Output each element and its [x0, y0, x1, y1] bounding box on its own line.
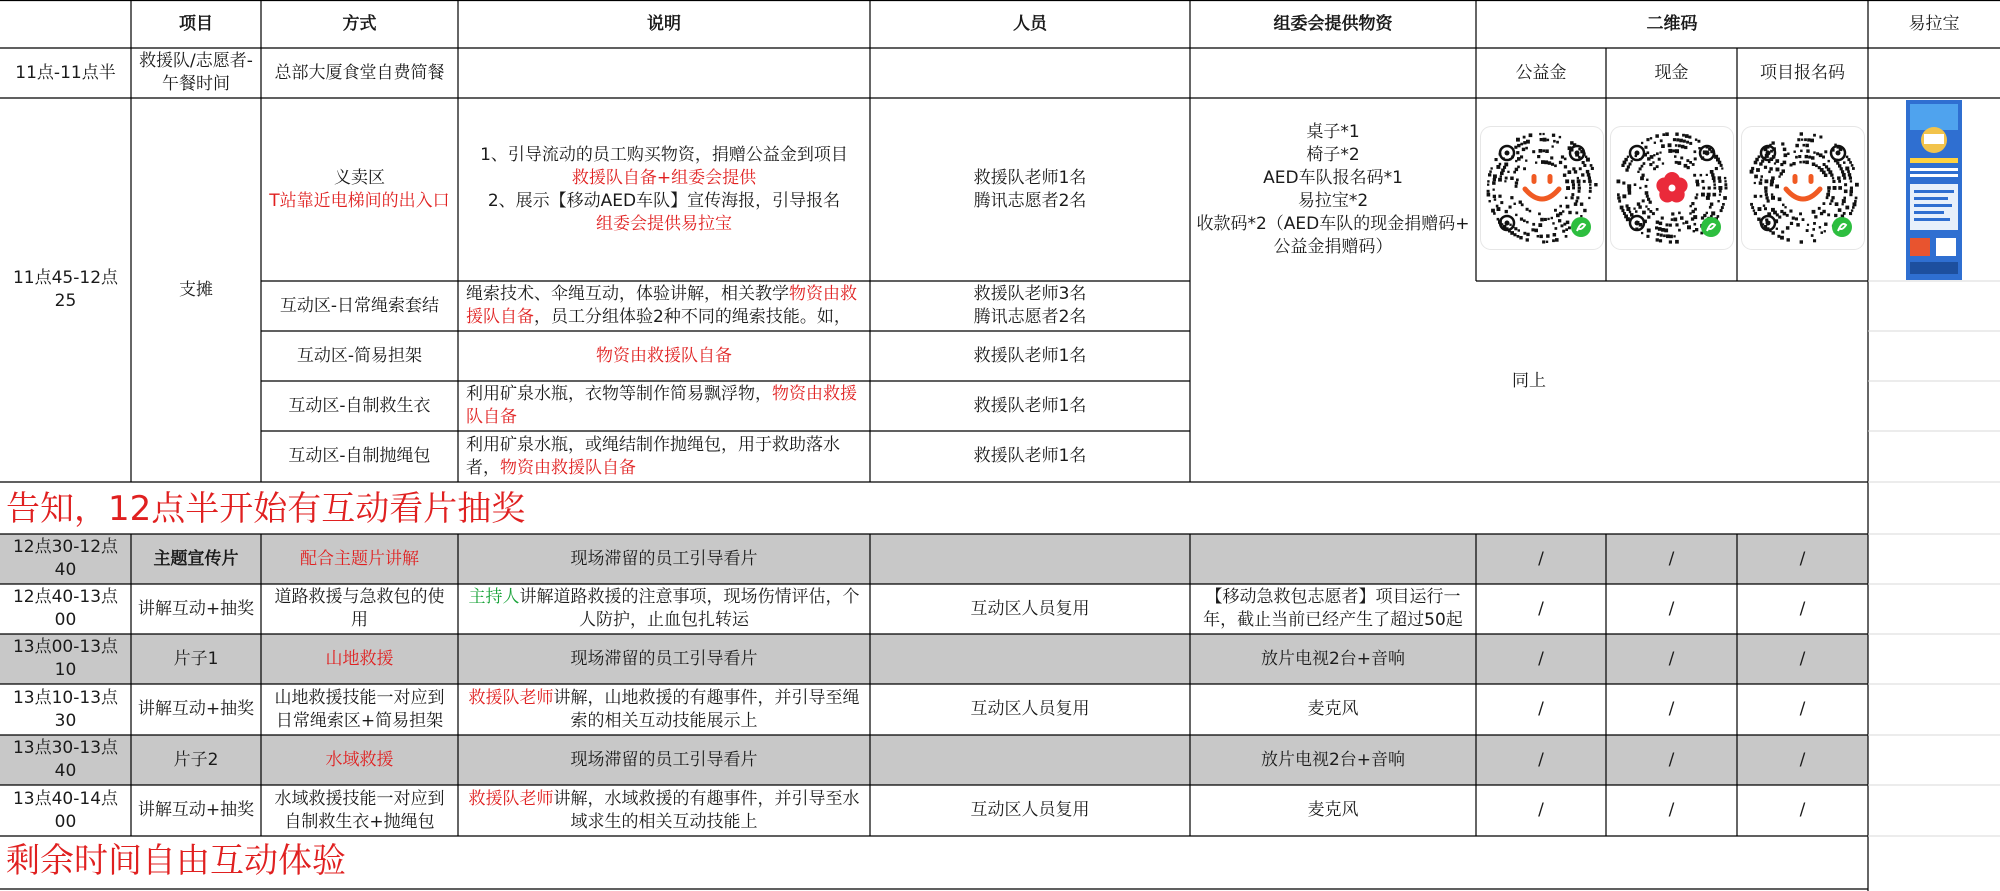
qr-subheader-cash: 现金: [1654, 62, 1689, 83]
film-main-time: 12点30-12点40: [12, 537, 119, 580]
water-method: 水域救援技能一对应到 自制救生衣+抛绳包: [274, 788, 445, 832]
stretcher-description: 物资由救援队自备: [596, 345, 732, 366]
lifevest-method: 互动区-自制救生衣: [288, 395, 431, 416]
slash-cell: /: [1668, 598, 1675, 619]
stretcher-staff: 救援队老师1名: [973, 345, 1087, 366]
slash-cell: /: [1799, 548, 1806, 569]
slash-cell: /: [1538, 548, 1544, 569]
notice-banner: 告知，12点半开始有互动看片抽奖: [6, 489, 526, 529]
same-as-above: 同上: [1512, 371, 1546, 391]
header-project: 项目: [179, 13, 213, 34]
film-main-project: 主题宣传片: [153, 548, 239, 569]
sale-description: 1、引导流动的员工购买物资，捐赠公益金到项目 救援队自备+组委会提供 2、展示【移动AED车队】宣传海报，引导报名 组委会提供易拉宝: [480, 144, 848, 234]
throwbag-staff: 救援队老师1名: [973, 446, 1087, 466]
slash-cell: /: [1799, 648, 1806, 669]
water-staff: 互动区人员复用: [970, 800, 1090, 820]
road-method: 道路救援与急救包的使 用: [274, 587, 445, 630]
rope-staff: 救援队老师3名 腾讯志愿者2名: [973, 284, 1087, 327]
lifevest-staff: 救援队老师1名: [973, 395, 1087, 416]
film1-time: 13点00-13点10: [12, 637, 119, 680]
water-project: 讲解互动+抽奖: [137, 800, 255, 820]
road-staff: 互动区人员复用: [970, 598, 1090, 619]
rope-description: 绳索技术、伞绳互动，体验讲解，相关教学物资由救 援队自备，员工分组体验2种不同的绳索技能。如，: [466, 284, 857, 327]
mountain-materials: 麦克风: [1307, 699, 1359, 719]
sale-materials: 桌子*1 椅子*2 AED车队报名码*1 易拉宝*2 收款码*2（AED车队的现金捐赠码+ 公益金捐赠码）: [1196, 121, 1470, 257]
mountain-project: 讲解互动+抽奖: [137, 699, 255, 719]
film2-method: 水域救援: [325, 749, 394, 770]
free-experience-banner: 剩余时间自由互动体验: [6, 841, 346, 881]
slash-cell: /: [1799, 699, 1806, 719]
road-time: 12点40-13点00: [12, 587, 119, 630]
mountain-staff: 互动区人员复用: [970, 699, 1090, 719]
water-materials: 麦克风: [1307, 800, 1359, 820]
lunch-method: 总部大厦食堂自费简餐: [274, 62, 445, 83]
slash-cell: /: [1538, 749, 1544, 770]
slash-cell: /: [1538, 598, 1544, 619]
throwbag-description: 利用矿泉水瓶，或绳结制作抛绳包，用于救助落水 者，物资由救援队自备: [466, 434, 840, 478]
lifevest-description: 利用矿泉水瓶，衣物等制作简易飘浮物，物资由救援 队自备: [466, 384, 857, 427]
sale-method: 义卖区 T站靠近电梯间的出入口: [269, 167, 450, 211]
slash-cell: /: [1538, 800, 1544, 820]
road-project: 讲解互动+抽奖: [137, 598, 255, 619]
water-time: 13点40-14点00: [12, 788, 119, 832]
slash-cell: /: [1538, 648, 1544, 669]
stall-project: 支摊: [179, 279, 213, 300]
header-method: 方式: [342, 13, 377, 34]
slash-cell: /: [1668, 800, 1675, 820]
header-qrcode: 二维码: [1646, 13, 1698, 34]
film2-project: 片子2: [173, 749, 219, 770]
slash-cell: /: [1668, 648, 1675, 669]
film2-description: 现场滞留的员工引导看片: [570, 749, 758, 770]
rope-method: 互动区-日常绳索套结: [279, 295, 440, 316]
film2-materials: 放片电视2台+音响: [1260, 749, 1406, 770]
slash-cell: /: [1799, 749, 1806, 770]
road-description: 主持人讲解道路救援的注意事项，现场伤情评估，个 人防护，止血包扎转运: [468, 587, 860, 630]
slash-cell: /: [1799, 598, 1806, 619]
slash-cell: /: [1668, 548, 1675, 569]
slash-cell: /: [1538, 699, 1544, 719]
header-ylb: 易拉宝: [1908, 13, 1960, 34]
film1-method: 山地救援: [325, 648, 394, 669]
mountain-time: 13点10-13点30: [12, 687, 119, 731]
slash-cell: /: [1668, 749, 1675, 770]
header-staff: 人员: [1013, 13, 1047, 34]
header-materials: 组委会提供物资: [1273, 13, 1393, 34]
lunch-project: 救援队/志愿者- 午餐时间: [139, 51, 253, 94]
water-description: 救援队老师讲解，水域救援的有趣事件，并引导至水 域求生的相关互动技能上: [468, 788, 860, 832]
stall-time: 11点45-12点25: [12, 268, 119, 311]
slash-cell: /: [1668, 699, 1675, 719]
mountain-method: 山地救援技能一对应到 日常绳索区+简易担架: [274, 687, 445, 731]
stretcher-method: 互动区-简易担架: [296, 345, 423, 366]
lunch-time: 11点-11点半: [15, 62, 116, 83]
qr-subheader-charity: 公益金: [1515, 62, 1567, 83]
sale-staff: 救援队老师1名 腾讯志愿者2名: [973, 167, 1087, 211]
film-main-method: 配合主题片讲解: [300, 548, 419, 569]
mountain-description: 救援队老师讲解，山地救援的有趣事件，并引导至绳 索的相关互动技能展示上: [468, 687, 860, 731]
qr-subheader-signup: 项目报名码: [1760, 62, 1845, 83]
film2-time: 13点30-13点40: [12, 738, 119, 781]
film1-description: 现场滞留的员工引导看片: [570, 648, 758, 669]
smile-qr-icon: [1742, 127, 1864, 249]
film1-materials: 放片电视2台+音响: [1260, 648, 1406, 669]
throwbag-method: 互动区-自制抛绳包: [288, 446, 431, 466]
flower-qr-icon: [1611, 127, 1733, 249]
slash-cell: /: [1799, 800, 1806, 820]
film1-project: 片子1: [173, 648, 219, 669]
header-description: 说明: [647, 13, 681, 34]
film-main-description: 现场滞留的员工引导看片: [570, 548, 758, 569]
smile-qr-icon: [1481, 127, 1603, 249]
road-materials: 【移动急救包志愿者】项目运行一 年，截止当前已经产生了超过50起: [1203, 587, 1463, 630]
